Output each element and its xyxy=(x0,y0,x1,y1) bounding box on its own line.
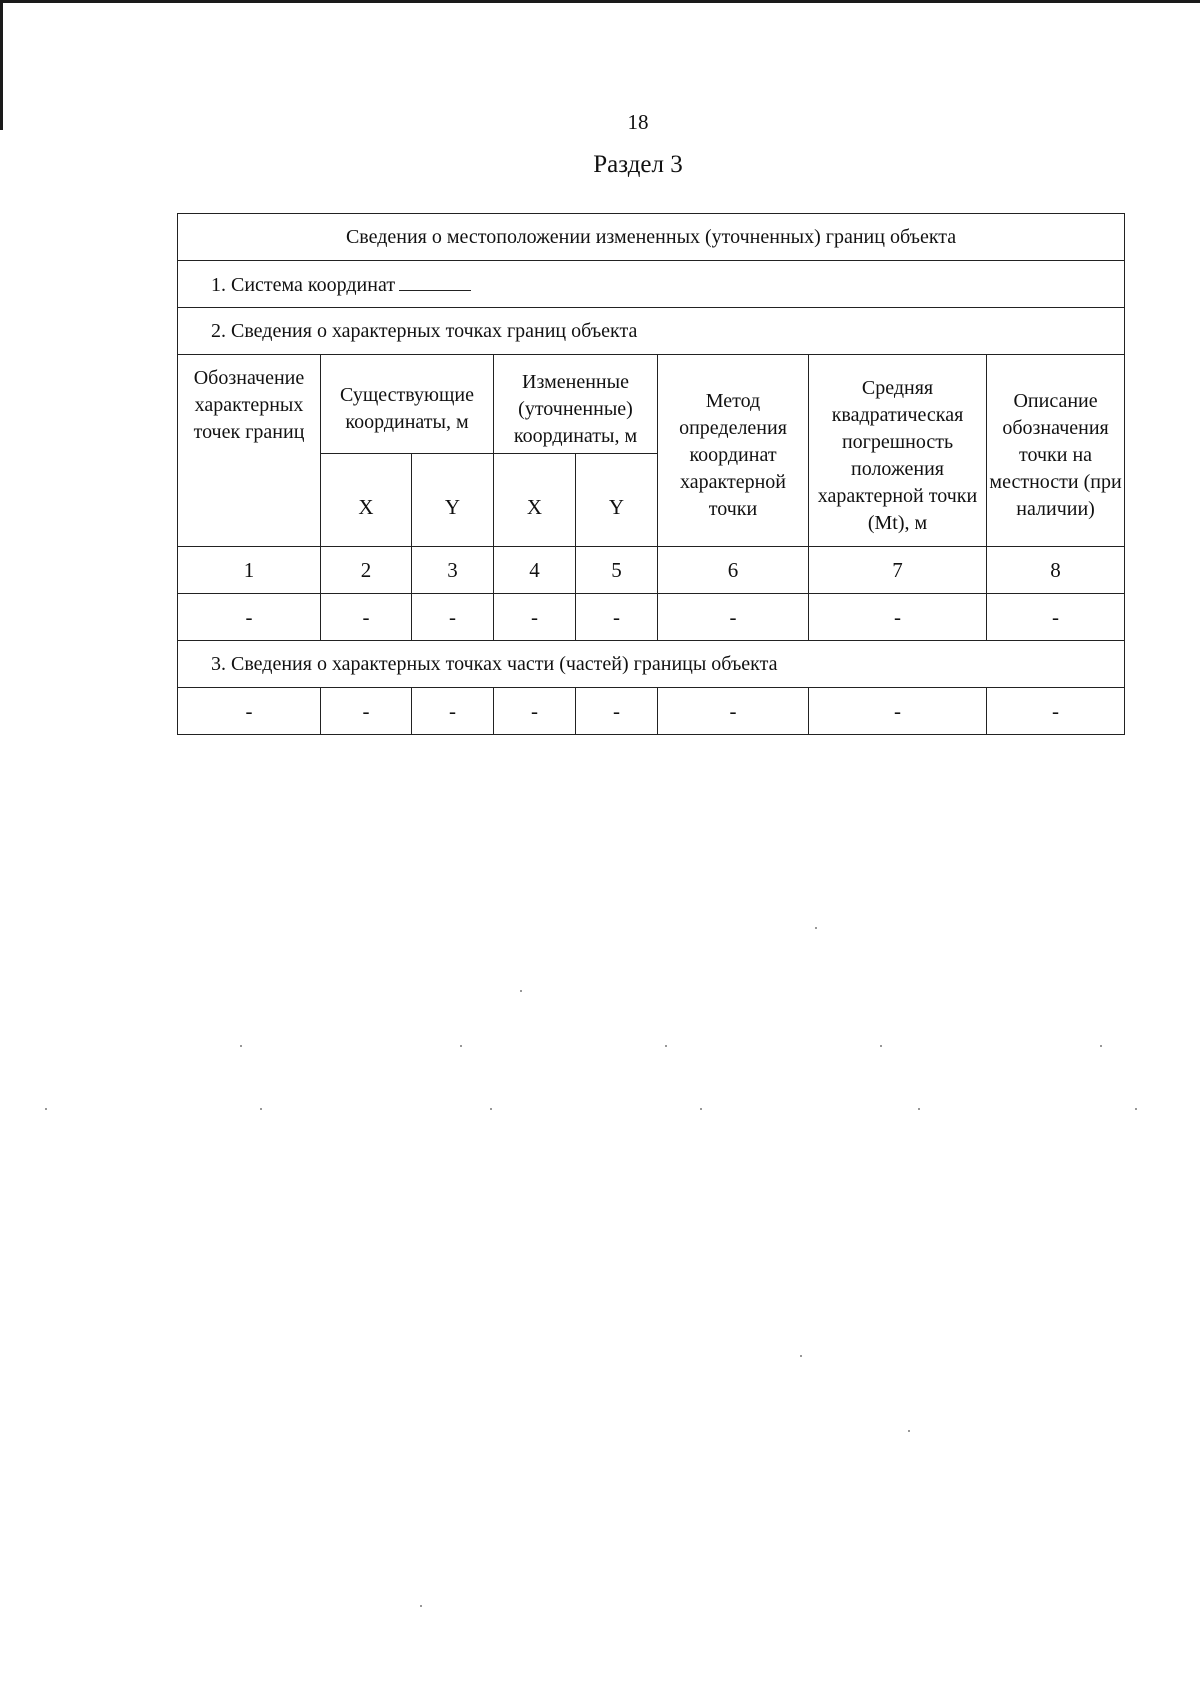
table-cell: - xyxy=(412,594,494,641)
column-numbers-row xyxy=(178,547,1125,594)
boundary-points-table xyxy=(177,213,1125,735)
scan-border-top xyxy=(0,0,1200,3)
scan-speck xyxy=(908,1430,910,1432)
table-cell: - xyxy=(658,594,809,641)
coord-system-label: 1. Система координат xyxy=(211,273,396,296)
header-existing-coords: Существующие координаты, м xyxy=(321,355,494,454)
table-cell: - xyxy=(494,688,576,735)
table-cell: - xyxy=(321,688,412,735)
page-number: 18 xyxy=(627,110,649,134)
scan-speck xyxy=(520,990,522,992)
scan-speck xyxy=(800,1355,802,1357)
subheader-x-changed: X xyxy=(494,454,576,547)
header-mean-error: Средняя квадратическая погрешность положения характерной точки (Mt), м xyxy=(809,355,987,547)
table-cell: - xyxy=(576,594,658,641)
subheader-y-changed: Y xyxy=(576,454,658,547)
table-cell: - xyxy=(321,594,412,641)
table-row xyxy=(178,688,1125,735)
table-cell: - xyxy=(576,688,658,735)
scan-speck xyxy=(1100,1045,1102,1047)
table-cell: - xyxy=(494,594,576,641)
table-row xyxy=(178,594,1125,641)
subheader-x-existing: X xyxy=(321,454,412,547)
scan-speck xyxy=(45,1108,47,1110)
table-cell: - xyxy=(809,594,987,641)
header-method: Метод определения координат характерной точки xyxy=(658,355,809,547)
scan-speck xyxy=(918,1108,920,1110)
scan-speck xyxy=(460,1045,462,1047)
table-cell: - xyxy=(178,594,321,641)
header-row xyxy=(178,355,1125,454)
table-cell: - xyxy=(987,594,1125,641)
table-title: Сведения о местоположении измененных (уточненных) границ объекта xyxy=(178,214,1125,261)
scan-speck xyxy=(240,1045,242,1047)
coord-system-row xyxy=(178,261,1125,308)
header-point-designation: Обозначение характерных точек границ xyxy=(178,355,321,547)
scan-speck xyxy=(420,1605,422,1607)
column-number: 8 xyxy=(987,547,1125,594)
scan-speck xyxy=(815,927,817,929)
table-cell: - xyxy=(412,688,494,735)
column-number: 3 xyxy=(412,547,494,594)
section-title: Раздел 3 xyxy=(593,151,683,178)
column-number: 5 xyxy=(576,547,658,594)
table-cell: - xyxy=(809,688,987,735)
column-number: 2 xyxy=(321,547,412,594)
table-cell: - xyxy=(178,688,321,735)
scan-speck xyxy=(665,1045,667,1047)
scan-speck xyxy=(260,1108,262,1110)
scan-speck xyxy=(700,1108,702,1110)
column-number: 6 xyxy=(658,547,809,594)
scan-speck xyxy=(880,1045,882,1047)
header-changed-coords: Измененные (уточненные) координаты, м xyxy=(494,355,658,454)
parts-heading: 3. Сведения о характерных точках части (частей) границы объекта xyxy=(178,641,1125,688)
column-number: 7 xyxy=(809,547,987,594)
subheader-y-existing: Y xyxy=(412,454,494,547)
parts-heading-row xyxy=(178,641,1125,688)
header-description: Описание обозначения точки на местности (при наличии) xyxy=(987,355,1125,547)
table-title-row xyxy=(178,214,1125,261)
points-heading-row xyxy=(178,308,1125,355)
column-number: 1 xyxy=(178,547,321,594)
coord-system-cell xyxy=(178,261,1125,308)
scan-speck xyxy=(1135,1108,1137,1110)
scan-speck xyxy=(490,1108,492,1110)
table-cell: - xyxy=(987,688,1125,735)
table-cell: - xyxy=(658,688,809,735)
column-number: 4 xyxy=(494,547,576,594)
points-heading: 2. Сведения о характерных точках границ объекта xyxy=(178,308,1125,355)
coord-system-blank xyxy=(399,270,471,291)
